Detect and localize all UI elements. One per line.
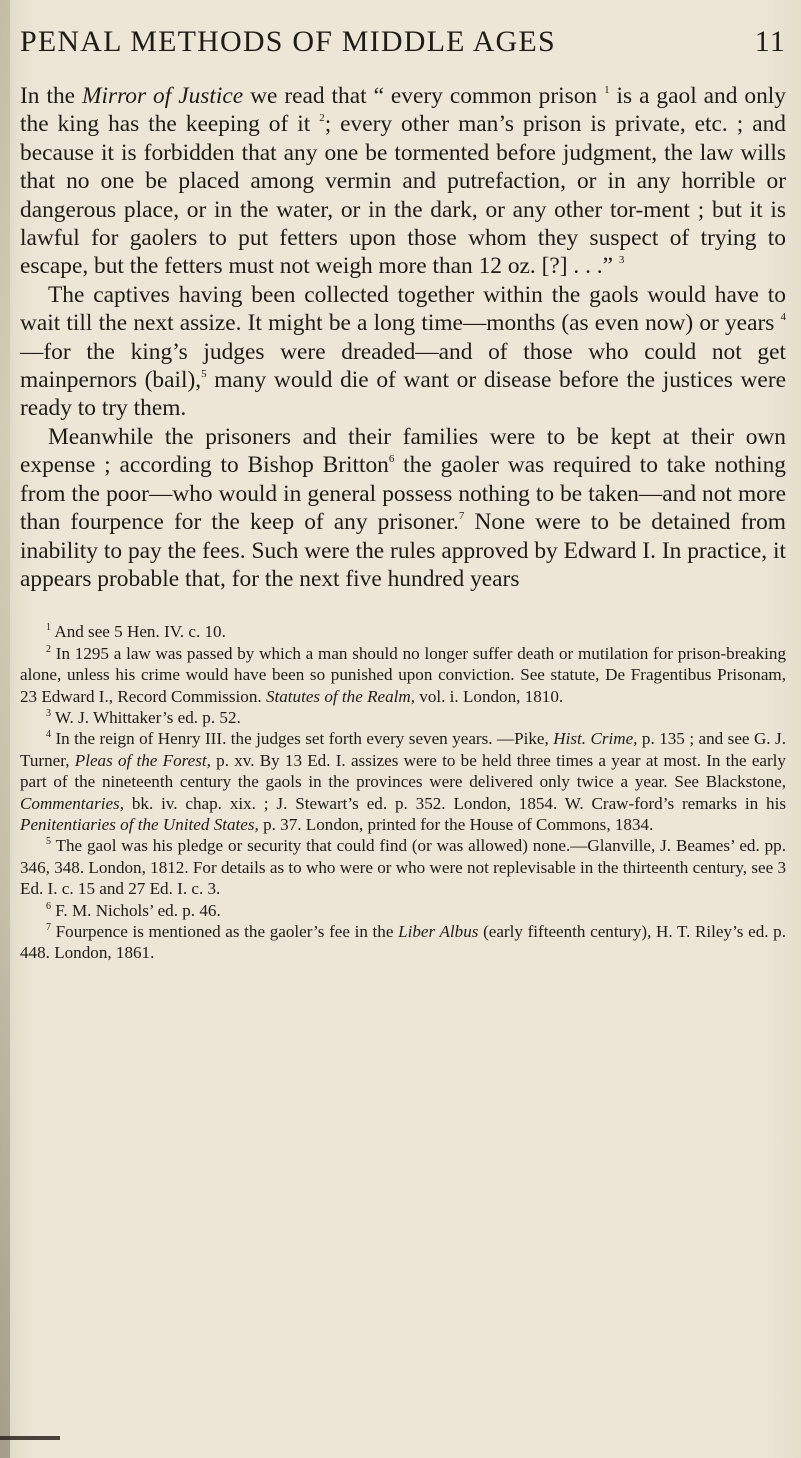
footnote-ref: 4 — [780, 311, 786, 324]
footnote-3 — [20, 707, 786, 728]
footnote-text: W. J. Whittaker’s ed. p. 52. — [54, 707, 241, 727]
italic-title: Statutes of the Realm, — [265, 686, 416, 706]
footnote-1 — [20, 621, 786, 642]
italic-title: Commentaries, — [20, 793, 124, 813]
footnote-text: F. M. Nichols’ ed. p. 46. — [55, 900, 221, 920]
footnote-text: vol. i. London, 1810. — [415, 686, 564, 706]
footnotes — [20, 621, 786, 964]
footnote-text: And see 5 Hen. IV. c. 10. — [54, 622, 226, 642]
footnote-2 — [20, 643, 786, 707]
italic-title: Hist. Crime, — [553, 729, 638, 749]
italic-title: Mirror of Justice — [81, 83, 244, 109]
text-run: ; every other man’s prison is private, etc. ; and because it is forbidden that any one be tormented before judgment, the law wills that no one be placed among vermin and putrefaction, or in any horrible or dangerous place, or in the water, or in the dark, or any other tor-ment ; but it is lawful for gaolers to put fetters upon those whom they suspect of trying to escape, but the fetters must not weigh more than 12 oz. [?] . . .” — [20, 111, 786, 280]
paragraph-1 — [20, 82, 786, 281]
footnote-number: 5 — [46, 836, 51, 848]
paragraph-2 — [20, 281, 786, 423]
italic-title: Penitentiaries of the United States, — [20, 814, 259, 834]
running-head — [20, 24, 786, 60]
footnote-number: 1 — [46, 622, 51, 634]
footnote-5 — [20, 835, 786, 899]
text-run: many would die of want or disease before the justices were ready to try them. — [20, 367, 786, 422]
footnote-text: p. 135 ; and see G. J. Turner, — [20, 729, 786, 770]
text-run: is a gaol and only the king has the keeping of it — [20, 83, 786, 138]
text-run: The captives having been collected together within the gaols would have to wait till the next assize. It might be a long time—months (as even now) or years — [20, 281, 786, 337]
footnote-text: The gaol was his pledge or security that could find (or was allowed) none.—Glanville, J. Beames’ ed. pp. 346, 348. London, 1812. For details as to who were or who were not replevisable in the thirteenth century, see 3 Ed. I. c. 15 and 27 Ed. I. c. 3. — [20, 836, 786, 899]
italic-title: Pleas of the Forest, — [74, 750, 211, 770]
binding-edge-shadow — [0, 0, 10, 1458]
italic-title: Liber Albus — [398, 922, 479, 941]
footnote-ref: 1 — [604, 84, 610, 96]
bottom-edge-rule — [0, 1436, 60, 1440]
footnote-ref: 3 — [618, 254, 625, 267]
paragraph-3 — [20, 423, 786, 593]
running-head-title: PENAL METHODS OF MIDDLE AGES — [20, 25, 556, 58]
footnote-ref: 6 — [388, 453, 395, 466]
footnote-text: In 1295 a law was passed by which a man should no longer suffer death or mutilation for prison-breaking alone, unless his crime would have been so punished upon conviction. See statute, De Fragentibus Prisonam, 23 Edward I., Record Commission. — [20, 643, 786, 706]
text-run: Meanwhile the prisoners and their families were to be kept at their own expense ; according to Bishop Britton — [20, 423, 786, 479]
footnote-ref: 5 — [201, 368, 207, 381]
footnote-ref: 2 — [319, 112, 325, 125]
text-run: In the — [20, 83, 82, 109]
footnote-text: p. xv. By 13 Ed. I. assizes were to be held three times a year at most. In the early part of the nineteenth century the gaols in the provinces were delivered only twice a year. See Blackstone, — [20, 750, 786, 792]
footnote-7 — [20, 921, 786, 964]
footnote-number: 2 — [46, 643, 51, 655]
footnote-text: (early fifteenth century), H. T. Riley’s ed. p. 448. London, 1861. — [20, 922, 786, 963]
footnote-number: 3 — [46, 707, 51, 719]
footnote-number: 6 — [46, 900, 51, 912]
footnote-text: In the reign of Henry III. the judges set forth every seven years. —Pike, — [55, 729, 554, 749]
footnote-ref: 7 — [458, 510, 465, 523]
footnote-4 — [20, 728, 786, 835]
text-run: —for the king’s judges were dreaded—and of those who could not get mainpernors (bail), — [20, 338, 786, 394]
text-run: None were to be detained from inability to pay the fees. Such were the rules approved by Edward I. In practice, it appears probable that, for the next five hundred years — [20, 509, 786, 592]
footnote-number: 7 — [46, 922, 51, 933]
footnote-number: 4 — [46, 729, 51, 741]
body-text — [20, 82, 786, 593]
text-run: the gaoler was required to take nothing from the poor—who would in general possess nothing to be taken—and not more than fourpence for the keep of any prisoner. — [20, 452, 787, 536]
footnote-text: p. 37. London, printed for the House of Commons, 1834. — [258, 814, 654, 834]
page-content — [20, 24, 786, 964]
page-number: 11 — [754, 25, 786, 58]
text-run: we read that “ every common prison — [243, 83, 605, 109]
footnote-text: Fourpence is mentioned as the gaoler’s fee in the — [55, 922, 399, 941]
footnote-text: bk. iv. chap. xix. ; J. Stewart’s ed. p. 352. London, 1854. W. Craw-ford’s remarks in his — [123, 793, 786, 813]
footnote-6 — [20, 900, 786, 921]
